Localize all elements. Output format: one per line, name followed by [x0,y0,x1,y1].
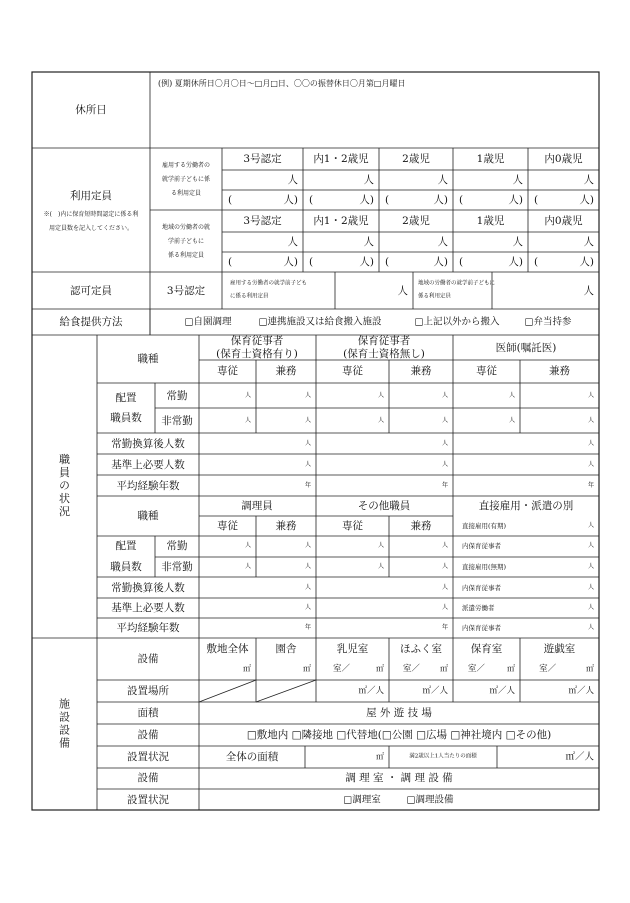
staff-summary-r0-c0: 人 [304,440,311,447]
capacity-label: 利用定員 [70,189,112,202]
employment-unit-2: 人 [587,563,594,570]
staff-unit-r1-c4: 人 [508,417,515,424]
capacity-unit-0-4: 人 [583,173,594,186]
capacity-unit-1-3: 人 [512,235,523,248]
meal-option-other[interactable]: □上記以外から搬入 [414,316,500,328]
staff-summary-r0-c2: 人 [587,440,594,447]
per-child-area-unit: ㎡／人 [565,751,594,763]
staff-summary-r2-c2: 年 [587,482,594,489]
facility-equipment-label-2: 設備 [137,728,159,741]
capacity-col-header-1-0: 3号認定 [243,214,282,227]
staff-col-header-4: 専従 [476,364,497,377]
nonregular-label-2: 非常勤 [161,560,193,573]
capacity-paren-open-1-0: ( [228,255,233,268]
room-header-1: 園舎 [275,642,297,655]
capacity-unit-1-4: 人 [583,235,594,248]
avg-years-label-2: 平均経験年数 [116,621,180,634]
staff-unit-r1-c5: 人 [587,417,594,424]
group-qualified-1: 保育従事者 [230,334,284,347]
capacity-paren-close-1-3: 人) [508,255,523,268]
staff-summary-r0-c1: 人 [441,440,448,447]
room-area-unit-2: ㎡ [376,664,384,673]
room-area-unit-3: ㎡ [440,664,448,673]
capacity-paren-close-1-0: 人) [283,255,298,268]
fte-label: 常勤換算後人数 [111,437,185,450]
direct-open-label: 直接雇用(無期) [462,562,507,571]
total-area-unit: ㎡ [376,752,384,761]
capacity-paren-close-1-2: 人) [433,255,448,268]
capacity-paren-open-1-2: ( [385,255,390,268]
room-count-unit-4: 室／ [467,663,485,674]
room-header-0: 敷地全体 [206,642,249,655]
staff-col-header-1: 兼務 [275,364,297,377]
facility-install-label: 設置状況 [127,750,169,763]
staff2-summary-r2-c1: 年 [441,624,448,631]
staff2-col-header-1: 兼務 [275,519,297,532]
approved-label: 認可定員 [70,284,112,297]
capacity-col-header-0-1: 内1・2歳児 [313,152,369,165]
group-qualified-2: (保育士資格有り) [216,347,298,360]
capacity-unit-0-0: 人 [287,173,298,186]
staff-col-header-5: 兼務 [549,364,570,377]
direct-fixed-label: 直接雇用(有期) [462,521,507,530]
capacity-paren-close-0-1: 人) [359,193,374,206]
staff-unit-r1-c0: 人 [244,417,251,424]
dispatch-label: 派遣労働者 [462,603,495,612]
capacity-col-header-1-4: 内0歳児 [544,214,583,227]
capacity-paren-open-0-3: ( [459,193,464,206]
group-unqualified-2: (保育士資格無し) [343,347,425,360]
staff-type-label: 職種 [137,352,159,365]
nonregular-label: 非常勤 [161,414,193,427]
employer-capacity-label-1: 雇用する労働者の [161,162,211,169]
room-count-unit-2: 室／ [333,663,351,674]
capacity-paren-close-0-2: 人) [433,193,448,206]
required-label-2: 基準上必要人数 [111,601,185,614]
employer-capacity-label-3: る利用定員 [170,190,202,197]
staff-col-header-0: 専従 [217,364,238,377]
room-per-child-unit-3: ㎡／人 [422,685,448,696]
staff-summary-r1-c2: 人 [587,461,594,468]
staff-unit-r0-c1: 人 [304,392,311,399]
employment-unit-4: 人 [587,604,594,611]
staff2-summary-r1-c0: 人 [304,604,311,611]
capacity-paren-open-1-4: ( [534,255,539,268]
staff2-summary-r0-c1: 人 [441,584,448,591]
capacity-paren-open-1-1: ( [309,255,314,268]
staff-unit-r1-c3: 人 [441,417,448,424]
capacity-unit-0-2: 人 [437,173,448,186]
employment-unit-1: 人 [587,542,594,549]
staff-unit-r0-c4: 人 [508,392,515,399]
staff2-unit-r0-c3: 人 [441,542,448,549]
kitchen-label: 調 理 室 ・ 調 理 設 備 [345,771,453,784]
capacity-paren-close-1-1: 人) [359,255,374,268]
capacity-unit-1-2: 人 [437,235,448,248]
staff2-col-header-3: 兼務 [410,519,432,532]
regular-label-2: 常勤 [166,539,188,552]
staff-unit-r1-c1: 人 [304,417,311,424]
capacity-col-header-0-0: 3号認定 [243,152,282,165]
staff-summary-r2-c0: 年 [304,482,311,489]
room-area-unit-1: ㎡ [303,664,311,673]
staff2-col-header-2: 専従 [342,519,363,532]
capacity-col-header-0-3: 1歳児 [476,152,505,165]
holidays-label: 休所日 [75,103,107,116]
staff2-unit-r0-c1: 人 [304,542,311,549]
staff2-unit-r0-c2: 人 [377,542,384,549]
group-cook: 調理員 [241,499,273,512]
capacity-paren-close-1-4: 人) [579,255,594,268]
room-per-child-unit-4: ㎡／人 [489,685,515,696]
meal-label: 給食提供方法 [59,315,123,328]
facility-equipment-label-3: 設備 [137,771,159,784]
inner-childcare-label-3: 内保育従事者 [462,623,501,632]
employment-unit-5: 人 [587,624,594,631]
room-header-4: 保育室 [470,642,503,655]
capacity-paren-open-0-4: ( [534,193,539,206]
fte-label-2: 常勤換算後人数 [111,581,185,594]
staff-summary-r1-c0: 人 [304,461,311,468]
staff2-summary-r0-c0: 人 [304,584,311,591]
local-capacity-label-1: 地域の労働者の就 [161,224,211,231]
room-area-unit-5: ㎡ [586,664,594,673]
staff-summary-r1-c1: 人 [441,461,448,468]
capacity-unit-1-1: 人 [363,235,374,248]
facility-location-label: 設置場所 [127,684,169,697]
approved-employer-label: 雇用する労働者の就学前子ども [230,280,308,287]
capacity-paren-close-0-4: 人) [579,193,594,206]
room-area-unit-4: ㎡ [507,664,515,673]
meal-option-lunchbox[interactable]: □弁当持参 [524,316,572,328]
regular-label: 常勤 [166,389,188,402]
facility-equipment-label: 設備 [137,652,159,665]
group-unqualified-1: 保育従事者 [357,334,411,347]
capacity-paren-open-0-1: ( [309,193,314,206]
room-count-unit-3: 室／ [402,663,420,674]
playground-options[interactable]: □敷地内 □隣接地 □代替地(□公園 □広場 □神社境内 □その他) [246,728,552,741]
staff-col-header-3: 兼務 [410,364,432,377]
capacity-paren-close-0-0: 人) [283,193,298,206]
kitchen-option-room[interactable]: □調理室 [343,794,381,806]
staff2-col-header-0: 専従 [217,519,238,532]
room-per-child-unit-5: ㎡／人 [568,685,594,696]
capacity-col-header-1-2: 2歳児 [402,214,430,227]
local-capacity-label-3: 係る利用定員 [167,252,205,259]
staff-unit-r0-c0: 人 [244,392,251,399]
per-child-area-label: 満2歳以上1人当たりの面積 [409,753,477,760]
staff2-unit-r1-c1: 人 [304,563,311,570]
capacity-col-header-1-1: 内1・2歳児 [313,214,369,227]
room-per-child-unit-2: ㎡／人 [358,685,384,696]
room-count-unit-5: 室／ [539,663,557,674]
approved-employer-label-2: に係る利用定員 [230,293,269,300]
employment-unit-0: 人 [587,522,594,529]
approved-local-unit: 人 [583,284,594,297]
capacity-col-header-1-3: 1歳児 [476,214,505,227]
capacity-paren-open-0-0: ( [228,193,233,206]
group-other: その他職員 [357,499,411,512]
capacity-paren-open-1-3: ( [459,255,464,268]
capacity-paren-open-0-2: ( [385,193,390,206]
placement-label-2: 職員数 [110,411,142,424]
approved-employer-unit: 人 [397,284,408,297]
staff-summary-r2-c1: 年 [441,482,448,489]
staff-unit-r0-c3: 人 [441,392,448,399]
inner-childcare-label-2: 内保育従事者 [462,583,501,592]
capacity-unit-0-1: 人 [363,173,374,186]
staff2-summary-r2-c0: 年 [304,624,311,631]
staff-unit-r1-c2: 人 [377,417,384,424]
holidays-example: (例) 夏期休所日〇月〇日～□月□日、〇〇の振替休日〇月第□月曜日 [158,79,406,88]
total-area-label: 全体の面積 [225,750,279,763]
inner-childcare-label-1: 内保育従事者 [462,541,501,550]
room-area-unit-0: ㎡ [243,664,251,673]
group-doctor: 医師(嘱託医) [495,341,557,354]
meal-option-partner[interactable]: □連携施設又は給食搬入施設 [258,316,382,328]
staff-section-label: 職員の状況 [57,453,71,519]
approved-local-label-2: 係る利用定員 [418,293,452,300]
placement-label-3: 配置 [115,539,137,552]
staff-type-label-2: 職種 [137,509,159,522]
meal-option-self[interactable]: □自園調理 [184,316,232,328]
facility-section-label: 施設設備 [57,698,71,750]
staff-unit-r0-c2: 人 [377,392,384,399]
placement-label-1: 配置 [115,391,137,404]
avg-years-label: 平均経験年数 [116,479,180,492]
room-header-5: 遊戯室 [543,642,576,655]
facility-install-label-2: 設置状況 [127,793,169,806]
capacity-unit-1-0: 人 [287,235,298,248]
staff2-unit-r1-c2: 人 [377,563,384,570]
capacity-col-header-0-2: 2歳児 [402,152,430,165]
employment-unit-3: 人 [587,584,594,591]
capacity-col-header-0-4: 内0歳児 [544,152,583,165]
staff2-summary-r1-c1: 人 [441,604,448,611]
approved-local-label: 地域の労働者の就学前子どもに [418,280,496,287]
approved-type: 3号認定 [166,284,206,297]
staff2-unit-r1-c3: 人 [441,563,448,570]
local-capacity-label-2: 学前子どもに [167,238,205,245]
staff2-unit-r0-c0: 人 [244,542,251,549]
facility-area-label: 面積 [137,706,159,719]
staff-col-header-2: 専従 [342,364,363,377]
kitchen-option-equipment[interactable]: □調理設備 [406,794,454,806]
capacity-note-line1: ※( )内に保育短時間認定に係る利 [43,211,139,218]
playground-label: 屋 外 遊 技 場 [366,706,432,719]
group-employment: 直接雇用・派遣の別 [478,499,574,512]
required-label: 基準上必要人数 [111,458,185,471]
placement-label-4: 職員数 [110,560,142,573]
employer-capacity-label-2: 就学前子どもに係 [161,176,211,183]
staff2-unit-r1-c0: 人 [244,563,251,570]
room-header-3: ほふく室 [400,642,442,655]
capacity-paren-close-0-3: 人) [508,193,523,206]
room-header-2: 乳児室 [336,642,369,655]
capacity-note-line2: 用定員数を記入してください。 [48,225,134,232]
capacity-unit-0-3: 人 [512,173,523,186]
staff-unit-r0-c5: 人 [587,392,594,399]
